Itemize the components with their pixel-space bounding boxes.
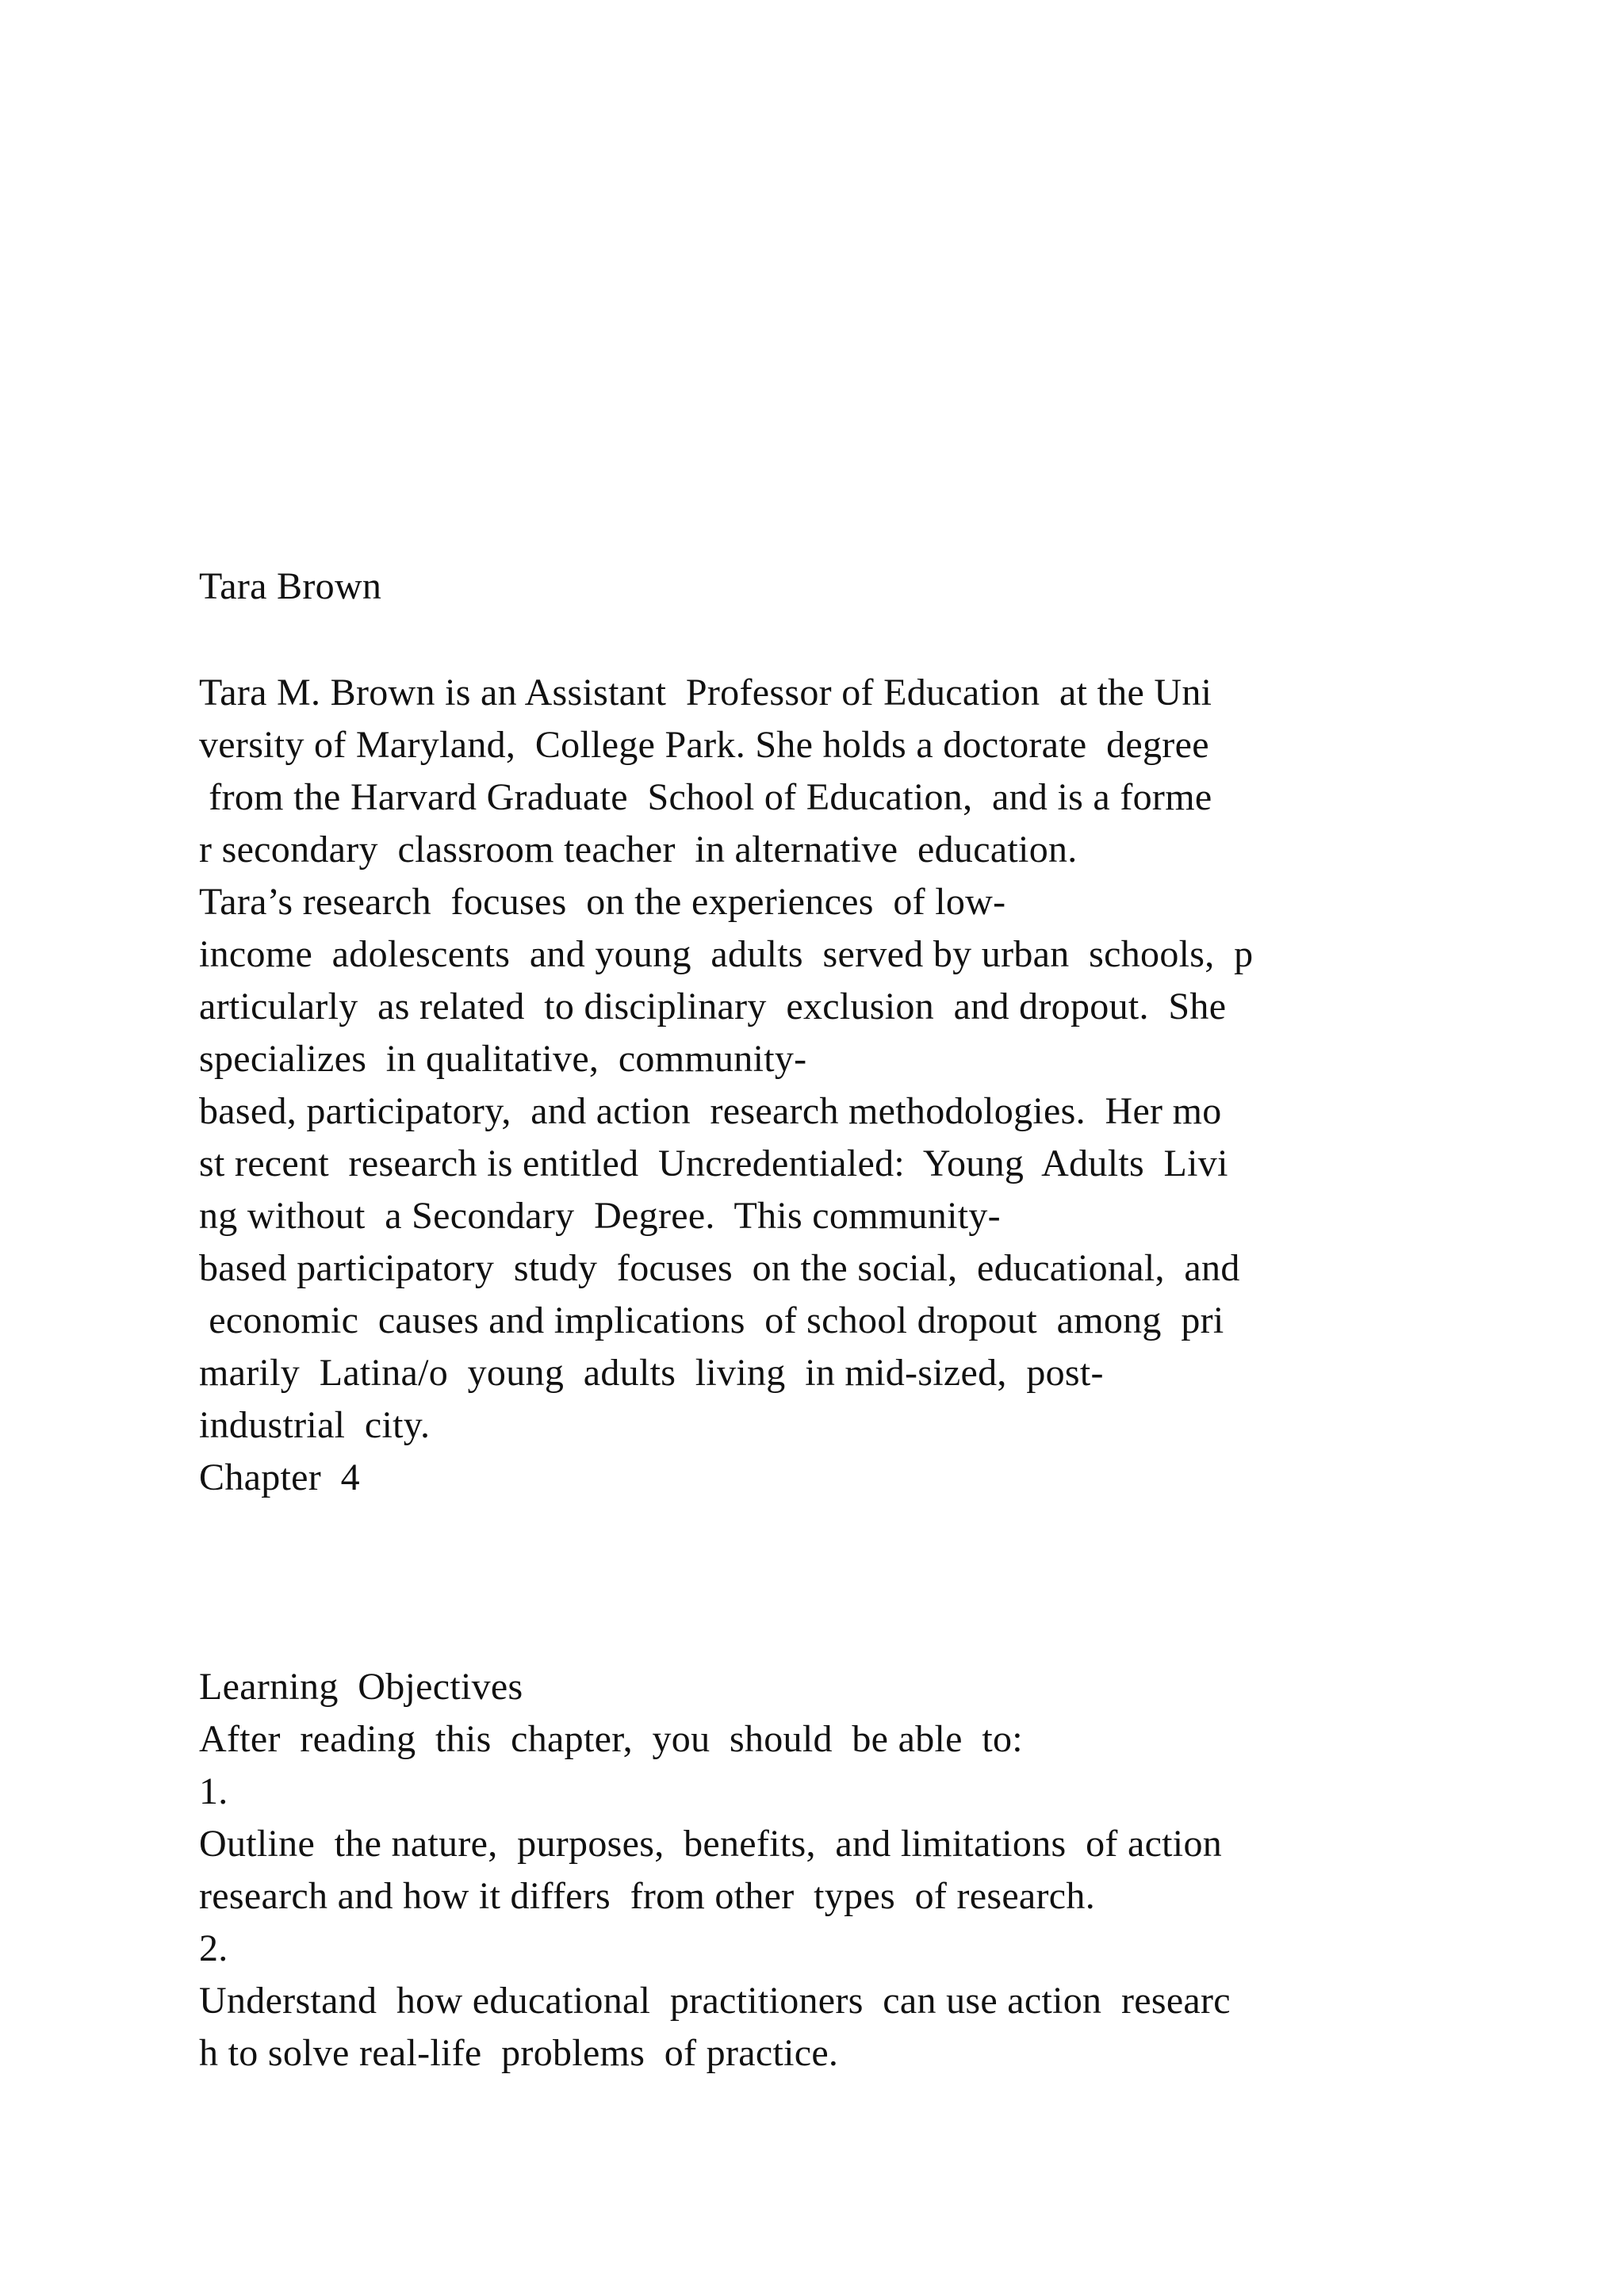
objective-number: 2. — [199, 1927, 228, 1969]
objective-text-line: Outline the nature, purposes, benefits, and limitations of action — [199, 1823, 1223, 1865]
bio-line: Tara’s research focuses on the experiences of low- — [199, 881, 1006, 923]
objective-text-line: Understand how educational practitioners can use action researc — [199, 1980, 1231, 2022]
bio-line: industrial city. — [199, 1404, 431, 1446]
objectives-intro: After reading this chapter, you should be able to: — [199, 1718, 1023, 1760]
bio-line: r secondary classroom teacher in alternative education. — [199, 828, 1078, 871]
objective-text-line: h to solve real-life problems of practice. — [199, 2032, 839, 2074]
objective-text-line: research and how it differs from other types of research. — [199, 1875, 1096, 1917]
bio-line: economic causes and implications of school dropout among pri — [199, 1299, 1224, 1341]
author-heading: Tara Brown — [199, 565, 382, 607]
bio-line: marily Latina/o young adults living in mid-sized, post- — [199, 1352, 1104, 1394]
bio-line: ng without a Secondary Degree. This community- — [199, 1195, 1001, 1237]
bio-line: from the Harvard Graduate School of Education, and is a forme — [199, 776, 1212, 818]
bio-line: based participatory study focuses on the social, educational, and — [199, 1247, 1240, 1289]
bio-line: based, participatory, and action research methodologies. Her mo — [199, 1090, 1222, 1132]
chapter-label: Chapter 4 — [199, 1456, 360, 1498]
bio-line: versity of Maryland, College Park. She holds a doctorate degree — [199, 724, 1209, 766]
bio-line: Tara M. Brown is an Assistant Professor of Education at the Uni — [199, 672, 1212, 714]
objectives-title: Learning Objectives — [199, 1666, 523, 1708]
objective-number: 1. — [199, 1770, 228, 1812]
bio-line: income adolescents and young adults served by urban schools, p — [199, 933, 1254, 975]
bio-line: st recent research is entitled Uncredentialed: Young Adults Livi — [199, 1142, 1228, 1184]
bio-line: specializes in qualitative, community- — [199, 1038, 807, 1080]
bio-line: articularly as related to disciplinary exclusion and dropout. She — [199, 985, 1227, 1027]
